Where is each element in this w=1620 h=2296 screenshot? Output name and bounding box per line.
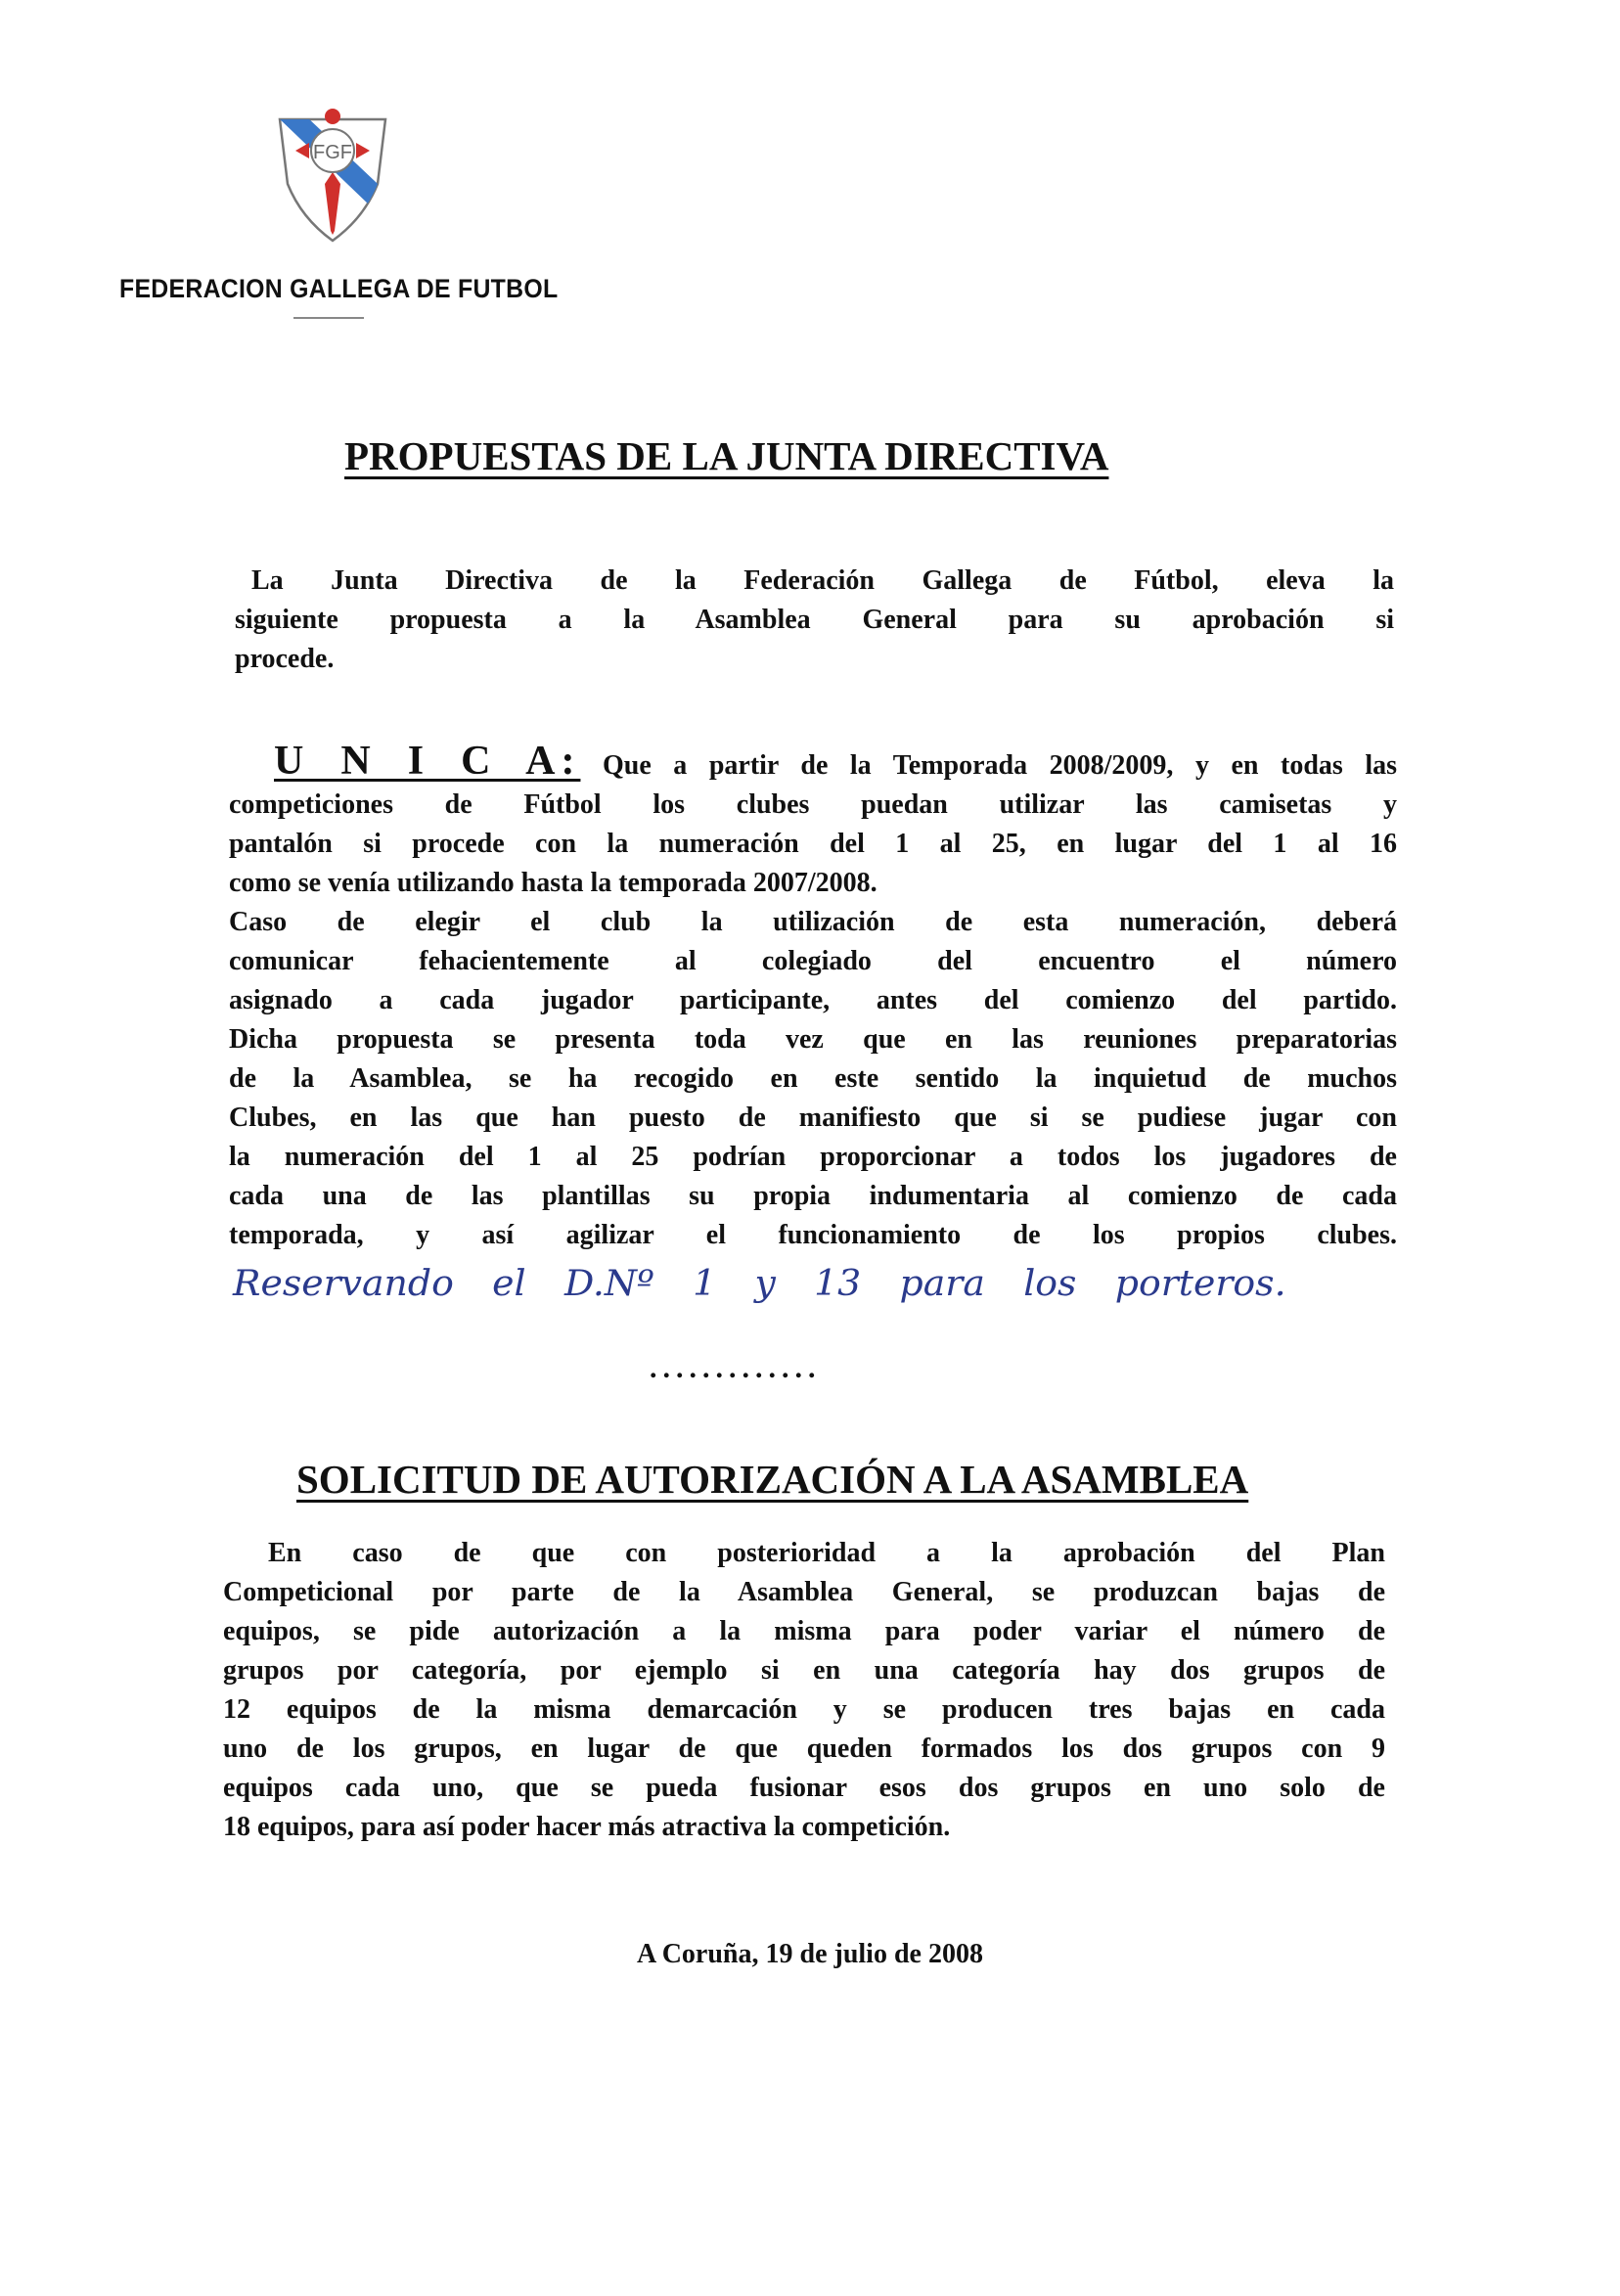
text-line: 12 equipos de la misma demarcación y se producen tres bajas en cada [223, 1694, 1385, 1725]
text-line [229, 739, 1398, 786]
unica-paragraph [229, 739, 1398, 1255]
text-line: pantalón si procede con la numeración del 1 al 25, en lugar del 1 al 16 [229, 829, 1397, 859]
organization-name: FEDERACION GALLEGA DE FUTBOL [119, 274, 559, 303]
text-line: Clubes, en las que han puesto de manifiesto que si se pudiese jugar con [229, 1103, 1397, 1133]
text-line: Competicional por parte de la Asamblea General, se produzcan bajas de [223, 1577, 1385, 1607]
text-line: comunicar fehacientemente al colegiado del encuentro el número [229, 946, 1397, 976]
text-line: de la Asamblea, se ha recogido en este sentido la inquietud de muchos [229, 1063, 1397, 1094]
text-line: 18 equipos, para así poder hacer más atractiva la competición. [223, 1812, 951, 1842]
dotted-separator: ............. [650, 1352, 822, 1384]
text-line: equipos cada uno, que se pueda fusionar esos dos grupos en uno solo de [223, 1773, 1385, 1803]
text-line: la numeración del 1 al 25 podrían proporcionar a todos los jugadores de [229, 1142, 1397, 1172]
text-line: temporada, y así agilizar el funcionamiento de los propios clubes. [229, 1220, 1397, 1250]
date-text: A Coruña, 19 de julio de 2008 [637, 1939, 983, 1969]
header-divider [293, 317, 364, 319]
text-line: cada una de las plantillas su propia indumentaria al comienzo de cada [229, 1181, 1397, 1211]
logo-text: FGF [313, 142, 352, 163]
handwritten-note: Reservando el D.Nº 1 y 13 para los porteros. [233, 1264, 1286, 1304]
intro-paragraph [235, 562, 1394, 679]
date-line [0, 1939, 1620, 1970]
text-line: En caso de que con posterioridad a la aprobación del Plan [268, 1538, 1385, 1568]
solicitud-paragraph [223, 1534, 1385, 1847]
text-line: procede. [235, 644, 335, 674]
unica-first-line: Que a partir de la Temporada 2008/2009, y en todas las [602, 750, 1398, 781]
text-line: Dicha propuesta se presenta toda vez que en las reuniones preparatorias [229, 1024, 1397, 1055]
text-line: como se venía utilizando hasta la temporada 2007/2008. [229, 868, 878, 898]
text-line: siguiente propuesta a la Asamblea General para su aprobación si [235, 605, 1394, 635]
fgf-crest-logo [276, 106, 389, 243]
section-title-propuestas: PROPUESTAS DE LA JUNTA DIRECTIVA [344, 433, 1109, 478]
text-line: La Junta Directiva de la Federación Gallega de Fútbol, eleva la [251, 565, 1394, 596]
text-line: Caso de elegir el club la utilización de esta numeración, deberá [229, 907, 1397, 937]
text-line: asignado a cada jugador participante, antes del comienzo del partido. [229, 985, 1397, 1015]
text-line: uno de los grupos, en lugar de que queden formados los dos grupos con 9 [223, 1733, 1385, 1764]
text-line: grupos por categoría, por ejemplo si en una categoría hay dos grupos de [223, 1655, 1385, 1686]
text-line: competiciones de Fútbol los clubes puedan utilizar las camisetas y [229, 789, 1397, 820]
section-title-solicitud: SOLICITUD DE AUTORIZACIÓN A LA ASAMBLEA [296, 1457, 1249, 1502]
unica-label: U N I C A: [274, 739, 581, 784]
text-line: equipos, se pide autorización a la misma para poder variar el número de [223, 1616, 1385, 1646]
